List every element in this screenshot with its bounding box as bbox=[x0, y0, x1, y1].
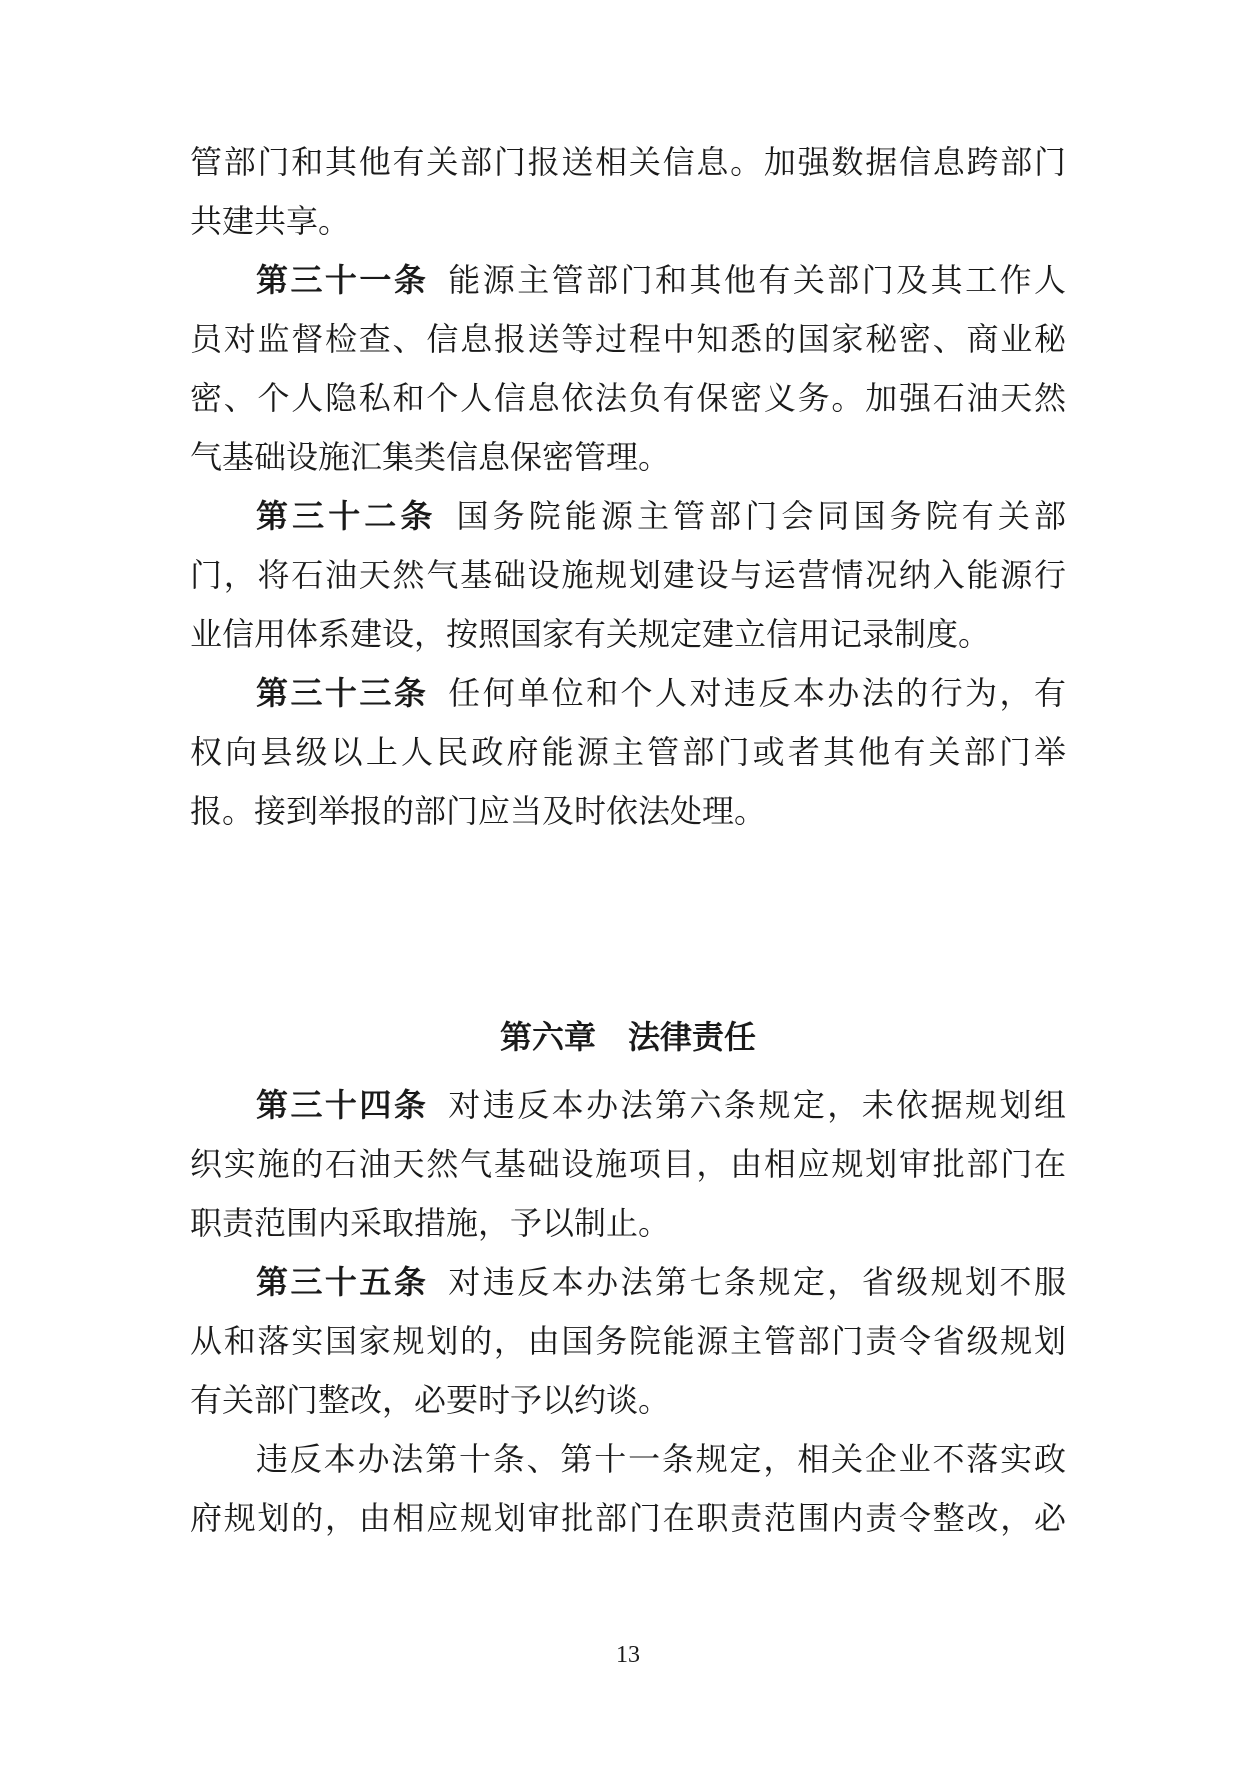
text-segment: 对违反本办法第七条规定，省级规划不服 bbox=[448, 1263, 1066, 1301]
article-32-title: 第三十二条 bbox=[256, 497, 437, 535]
text-segment: 共建共享。 bbox=[190, 202, 351, 240]
text-line bbox=[190, 1368, 1066, 1432]
text-segment: 报。接到举报的部门应当及时依法处理。 bbox=[190, 792, 767, 830]
text-segment: 密、个人隐私和个人信息依法负有保密义务。加强石油天然 bbox=[190, 379, 1066, 417]
article-35-title: 第三十五条 bbox=[256, 1263, 429, 1301]
page-number: 13 bbox=[616, 1642, 640, 1668]
text-line bbox=[190, 1191, 1066, 1255]
text-line bbox=[190, 543, 1066, 607]
text-line bbox=[256, 1427, 1066, 1491]
text-segment: 业信用体系建设，按照国家有关规定建立信用记录制度。 bbox=[190, 615, 991, 653]
text-line bbox=[190, 1486, 1066, 1550]
text-segment: 门，将石油天然气基础设施规划建设与运营情况纳入能源行 bbox=[190, 556, 1066, 594]
article-31-first-line bbox=[256, 248, 1066, 312]
article-35-first-line bbox=[256, 1250, 1066, 1314]
text-line bbox=[190, 1132, 1066, 1196]
text-segment: 能源主管部门和其他有关部门及其工作人 bbox=[448, 261, 1066, 299]
text-segment: 职责范围内采取措施，予以制止。 bbox=[190, 1204, 671, 1242]
article-34-title: 第三十四条 bbox=[256, 1086, 429, 1124]
article-34-first-line bbox=[256, 1073, 1066, 1137]
text-line bbox=[190, 720, 1066, 784]
text-line bbox=[190, 307, 1066, 371]
text-segment: 有关部门整改，必要时予以约谈。 bbox=[190, 1381, 671, 1419]
text-segment: 员对监督检查、信息报送等过程中知悉的国家秘密、商业秘 bbox=[190, 320, 1066, 358]
text-segment: 织实施的石油天然气基础设施项目，由相应规划审批部门在 bbox=[190, 1145, 1066, 1183]
text-line bbox=[190, 189, 1066, 253]
text-line bbox=[190, 130, 1066, 194]
text-segment: 权向县级以上人民政府能源主管部门或者其他有关部门举 bbox=[190, 733, 1066, 771]
text-line bbox=[190, 1309, 1066, 1373]
article-33-title: 第三十三条 bbox=[256, 674, 429, 712]
text-segment: 府规划的，由相应规划审批部门在职责范围内责令整改，必 bbox=[190, 1499, 1066, 1537]
text-line bbox=[190, 602, 1066, 666]
text-segment: 从和落实国家规划的，由国务院能源主管部门责令省级规划 bbox=[190, 1322, 1066, 1360]
text-segment: 任何单位和个人对违反本办法的行为，有 bbox=[448, 674, 1066, 712]
text-segment: 管部门和其他有关部门报送相关信息。加强数据信息跨部门 bbox=[190, 143, 1066, 181]
article-32-first-line bbox=[256, 484, 1066, 548]
text-line bbox=[190, 425, 1066, 489]
article-33-first-line bbox=[256, 661, 1066, 725]
text-segment: 对违反本办法第六条规定，未依据规划组 bbox=[448, 1086, 1066, 1124]
text-line bbox=[190, 779, 1066, 843]
text-segment: 违反本办法第十条、第十一条规定，相关企业不落实政 bbox=[256, 1440, 1066, 1478]
text-line bbox=[190, 366, 1066, 430]
text-segment: 气基础设施汇集类信息保密管理。 bbox=[190, 438, 671, 476]
article-31-title: 第三十一条 bbox=[256, 261, 429, 299]
text-segment: 国务院能源主管部门会同国务院有关部 bbox=[456, 497, 1066, 535]
chapter-heading: 第六章 法律责任 bbox=[499, 1018, 756, 1056]
